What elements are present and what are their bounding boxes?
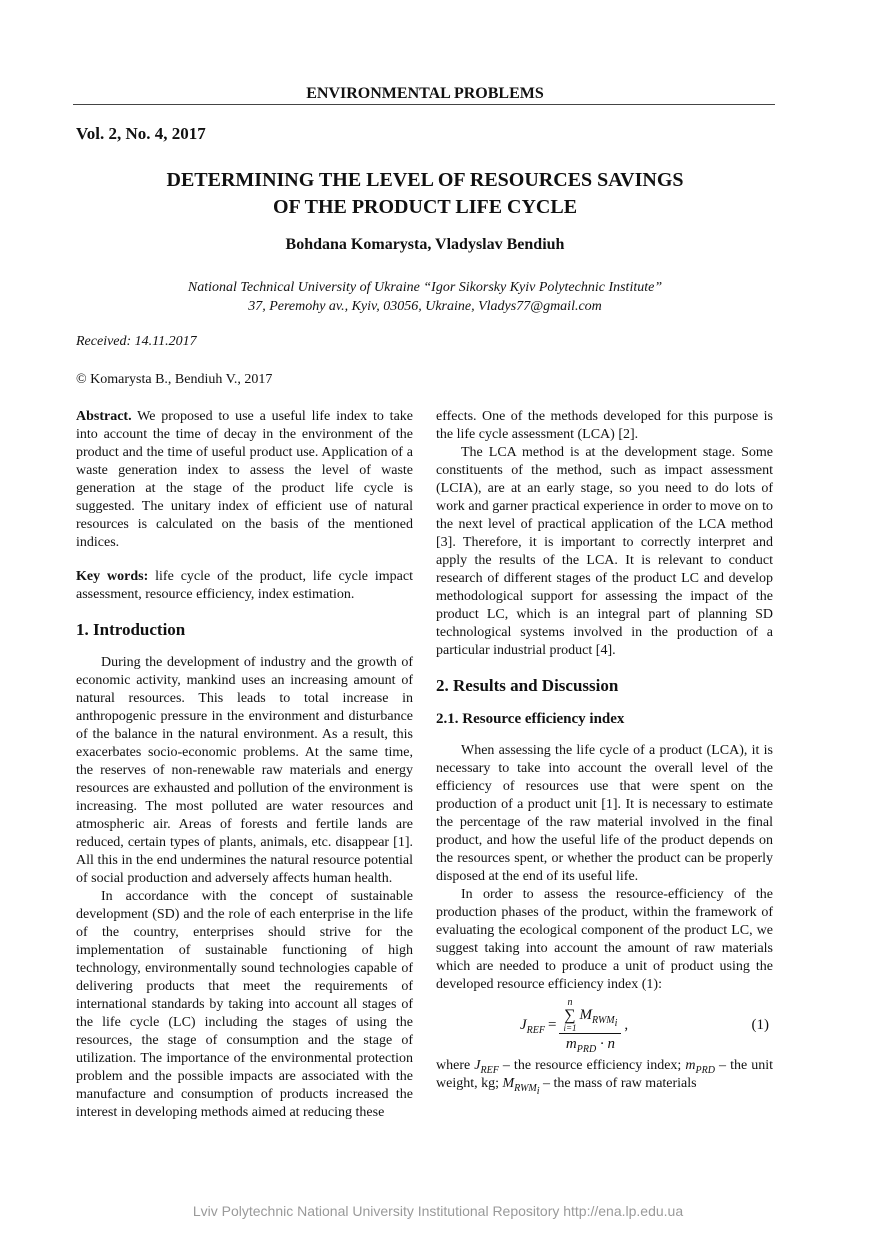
formula-denominator: m	[565, 1036, 577, 1052]
volume-info: Vol. 2, No. 4, 2017	[76, 124, 206, 143]
formula-comma: ,	[624, 1017, 629, 1033]
abstract-label: Abstract.	[76, 409, 132, 424]
equation-1	[436, 998, 773, 1053]
formula-numerator: M	[579, 1007, 593, 1023]
formula-denominator-group	[566, 1034, 615, 1053]
paragraph: In order to assess the resource-efficiency of the production phases of the product, within the framework of evaluating the ecological component of the product LC, we suggest taking into account the amount of raw materials which are needed to produce a unit of product using the developed resource efficiency index (1):	[436, 887, 773, 992]
section-heading-introduction: 1. Introduction	[76, 620, 186, 639]
affiliation	[76, 278, 774, 316]
paragraph: During the development of industry and the growth of economic activity, mankind uses an increasing amount of natural resources. This leads to total increase in anthropogenic pressure in the environment and disturbance of the balance in the natural environment. As a result, this exacerbates socio-economic problems. At the same time, the reserves of non-renewable raw materials and energy resources are exhausted and pollution of the environment is increasing. The most polluted are water resources and atmospheric air. Areas of forests and fertile lands are reduced, certain types of plants, animals, etc. disappear [1]. All this in the end undermines the natural resource potential of social production and adversely affects human health.	[76, 655, 413, 886]
formula-sum-stack	[563, 998, 576, 1033]
abstract-text: We proposed to use a useful life index to take into account the time of decay in the environment of the product and the time of useful product use. Application of a waste generation index to assess the level of waste generation at the stage of the product life cycle is suggested. The unitary index of efficient use of natural resources is calculated on the basis of the mentioned indices.	[76, 409, 413, 550]
affiliation-line-2: 37, Peremohy av., Kyiv, 03056, Ukraine, Vladys77@gmail.com	[248, 299, 602, 314]
title-line-2: OF THE PRODUCT LIFE CYCLE	[272, 196, 578, 218]
formula-sum-bottom: i=1	[563, 1023, 577, 1033]
formula-den-rest: · n	[596, 1036, 615, 1052]
formula-lhs-sub: REF	[526, 1025, 545, 1036]
text: – the mass of raw materials	[539, 1076, 697, 1091]
received-date: Received: 14.11.2017	[76, 334, 197, 349]
formula-sum: ∑	[564, 1007, 576, 1024]
formula-lhs-group	[520, 1017, 545, 1034]
subsection-heading: 2.1. Resource efficiency index	[436, 711, 625, 727]
formula-equals: =	[548, 1017, 557, 1033]
keywords	[76, 568, 413, 604]
repository-footer: Lviv Polytechnic National University Institutional Repository http://ena.lp.edu.ua	[192, 1203, 684, 1219]
abstract	[76, 408, 413, 552]
title-line-1: DETERMINING THE LEVEL OF RESOURCES SAVINGS	[166, 169, 684, 191]
keywords-label: Key words:	[76, 569, 149, 584]
paragraph: where $J_{REF}$ – the resource efficiency index; $m_{PRD}$ – the unit weight, kg; $M_{RWM_i}$ – the mass of raw materials	[436, 1058, 774, 1097]
formula-num-subsub: i	[614, 1018, 618, 1029]
header-rule	[73, 104, 775, 105]
paragraph: When assessing the life cycle of a product (LCA), it is necessary to take into account the overall level of the efficiency of resources use that were spent on the production of a product unit [1]. It is necessary to estimate the percentage of the raw material involved in the final product, and how the useful life of the product depends on the resources spent, or whether the product can be properly disposed at the end of its useful life.	[436, 743, 773, 884]
section-heading-results: 2. Results and Discussion	[436, 676, 619, 695]
formula-num-sub: RWM	[592, 1015, 615, 1026]
left-column	[76, 408, 413, 1122]
authors: Bohdana Komarysta, Vladyslav Bendiuh	[285, 236, 565, 253]
formula-sum-top: n	[567, 997, 573, 1008]
formula-numerator-group	[579, 1007, 618, 1029]
formula-den-sub: PRD	[576, 1044, 597, 1055]
text: – the resource efficiency index;	[498, 1058, 686, 1073]
paragraph: In accordance with the concept of sustainable development (SD) and the role of each enterprise in the life of the country, enterprises should strive for the implementation of sustainable functioning of high technology, environmentally sound technologies capable of delivering products that meet the requirements of international standards by taking into account all stages of the life cycle (LC) including the stages of using the resources, the stage of consumption and the stage of utilization. The importance of the environmental protection problem and the possible impacts are associated with the manufacture and consumption of products increased the interest in developing methods aimed at reducing these	[76, 889, 413, 1120]
formula-numerator-row	[559, 998, 621, 1033]
article-title	[76, 167, 774, 221]
equation-number: (1)	[751, 1017, 769, 1033]
affiliation-line-1: National Technical University of Ukraine “Igor Sikorsky Kyiv Polytechnic Institute”	[187, 280, 663, 295]
journal-name: ENVIRONMENTAL PROBLEMS	[306, 85, 544, 102]
right-column	[436, 408, 774, 1097]
formula-lhs: J	[520, 1017, 527, 1033]
keywords-text: life cycle of the product, life cycle impact assessment, resource efficiency, index estimation.	[76, 569, 413, 602]
text: – the unit weight, kg;	[436, 1058, 774, 1091]
paragraph: effects. One of the methods developed for this purpose is the life cycle assessment (LCA) [2].	[436, 409, 773, 442]
text: where	[436, 1058, 475, 1073]
formula-fraction	[559, 998, 621, 1053]
paragraph: The LCA method is at the development stage. Some constituents of the method, such as impact assessment (LCIA), are at an early stage, so you need to do lots of work and garner practical experience in order to move on to the next level of practical application of the LCA method [3]. Therefore, it is important to correctly interpret and apply the results of the LCA. It is relevant to conduct research of different stages of the product LC and develop methodological support for assessing the impact of the product LC, which is an integral part of planning SD technological systems involved in the production of a particular industrial product [4].	[436, 445, 773, 658]
copyright: © Komarysta B., Bendiuh V., 2017	[76, 372, 273, 387]
